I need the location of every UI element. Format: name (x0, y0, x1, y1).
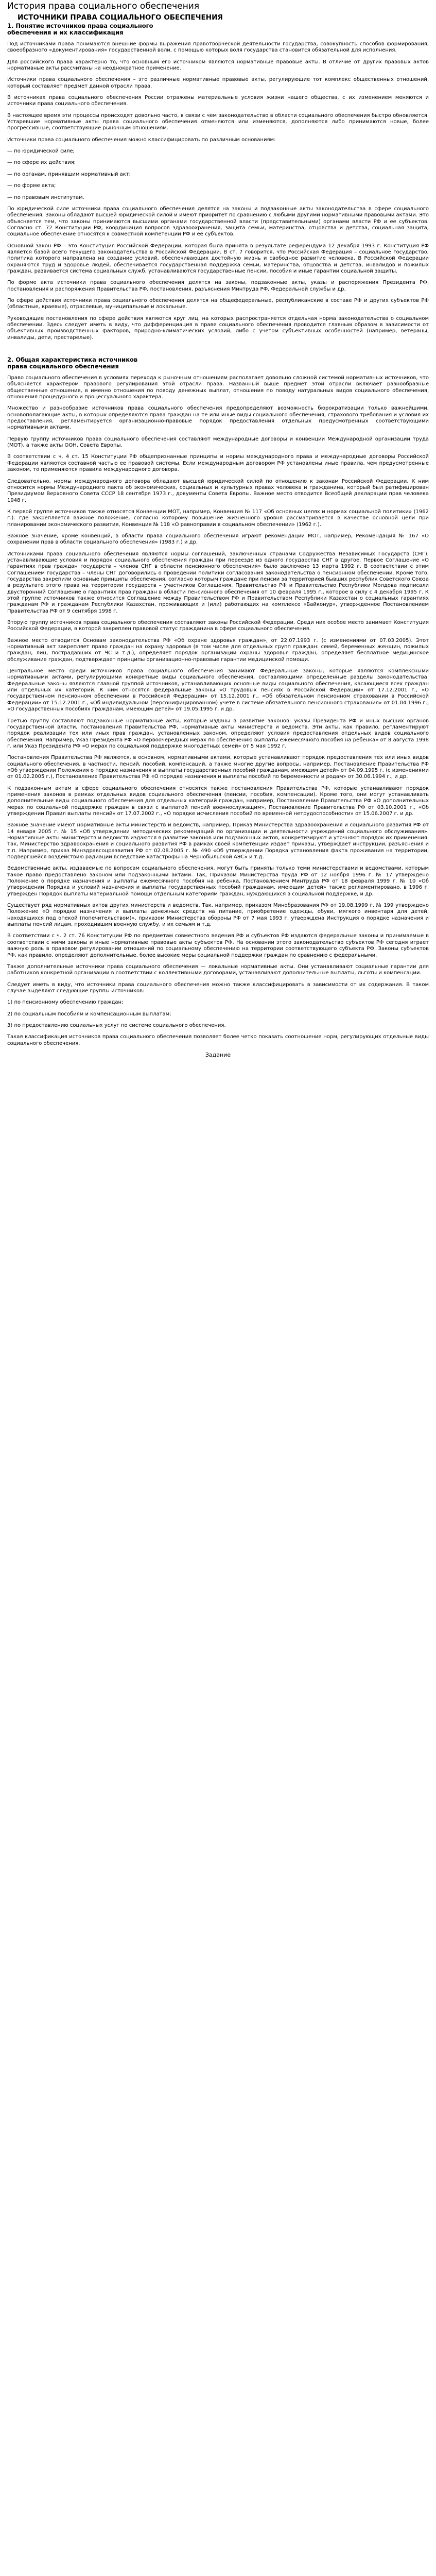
paragraph: 3) по предоставлению социальных услуг по системе социального обеспечения. (7, 1022, 226, 1028)
document-body (7, 23, 429, 1047)
paragraph: Первую группу источников права социального обеспечения составляют международные договоры и конвенции Международной организации труда (МОТ), а также акты ООН, Совета Европы. (7, 436, 429, 449)
section-gap (7, 346, 429, 357)
paragraph: Третью группу составляют подзаконные нормативные акты, которые изданы в развитие законов: указы Президента РФ и иных высших органов государственной власти, постановления Правительства РФ, нормативные акты министерств и ведомств. Эти акты, как правило, регламентируют порядок реализации тех или иных прав граждан, установленных законом, определяют условия предоставления отдельных видов социального обеспечения. Например, Указ Президента РФ «О первоочередных мерах по обеспечению выплаты ежемесячного пособия на ребенка» от 8 августа 1998 г. или Указ Президента РФ «О мерах по социальной поддержке многодетных семей» от 5 мая 1992 г. (7, 718, 429, 749)
paragraph: Для российского права характерно то, что основным его источником являются нормативные правовые акты. В отличие от других правовых актов нормативные акты рассчитаны на неоднократное применение. (7, 59, 429, 72)
paragraph: — по форме акта; (7, 183, 56, 189)
paragraph: Источники права социального обеспечения – это различные нормативные правовые акты, регулирующие тот комплекс общественных отношений, который составляет предмет данной отрасли права. (7, 77, 429, 89)
section-title (7, 357, 429, 370)
site-title[interactable]: История права социального обеспечения (7, 1, 200, 11)
section-title (7, 23, 429, 36)
section-title-line: обеспечения и их классификация (7, 29, 124, 36)
paragraph: К подзаконным актам в сфере социального обеспечения относятся также постановления Правительства РФ, которые устанавливают порядок применения законов в рамках отдельных видов социального обеспечения (пенсии, пособия, компенсации). Кроме того, они могут устанавливать дополнительные виды социального обеспечения для отдельных категорий граждан, например, Постановление Правительства РФ «О дополнительных мерах по социальной поддержке граждан в связи с выплатой пенсий военнослужащим», Постановление Правительства РФ от 03.10.2001 г., «Об утверждении Правил выплаты пенсий» от 17.07.2002 г., «О порядке исчисления пособий по временной нетрудоспособности» от 15.06.2007 г. и др. (7, 785, 429, 817)
paragraph: — по правовым институтам. (7, 194, 84, 200)
paragraph: Источники права социального обеспечения можно классифицировать по различным основаниям: (7, 137, 276, 143)
paragraph: Источниками права социального обеспечения являются нормы соглашений, заключенных странами Содружества Независимых Государств (СНГ), устанавливающие условия и порядок социального обеспечения граждан при переезде из одного государства СНГ в другое. Первое Соглашение «О гарантиях прав граждан государств – членов СНГ в области пенсионного обеспечения» было заключено 13 марта 1992 г. В соответствии с этим Соглашением государства – члены СНГ договорились о проведении политики согласования законодательства о пенсионном обеспечении. Кроме того, государства закрепили основные принципы обеспечения, согласно которым граждане при пенсии за территорией бывших республик Советского Союза в результате этого права на территории государств – участников Соглашения. Правительство РФ и Правительство Республики Молдова подписали двусторонний Соглашение о гарантиях прав граждан в области пенсионного обеспечения от 10 февраля 1995 г., которое в силу с 4 декабря 1995 г. К этой группе источников также относится Соглашение между Правительством РФ и Правительством Республики Казахстан о социальных гарантиях гражданам РФ и гражданам Республики Казахстан, проживающих и (или) работающих на комплексе «Байконур», утвержденное Постановлением Правительства РФ от 9 сентября 1998 г. (7, 551, 429, 614)
paragraph: — по юридической силе; (7, 148, 75, 155)
section-title-line: права социального обеспечения (7, 363, 119, 370)
paragraph: Существует ряд нормативных актов других министерств и ведомств. Так, например, приказом Минобразования РФ от 19.08.1999 г. № 199 утверждено Положение «О порядке назначения и выплаты денежных средств на питание, приобретение одежды, обуви, мягкого инвентаря для детей, находящихся под опекой (попечительством)», приказом Министерства обороны РФ от 7 мая 1993 г. утверждена Инструкция о порядке назначения и выплаты пенсий лицам, проходившим военную службу, и их семьям и т.д. (7, 903, 429, 928)
paragraph: 1) по пенсионному обеспечению граждан; (7, 999, 124, 1006)
paragraph: В соответствии с ч. 4 ст. 15 Конституции РФ общепризнанные принципы и нормы международного права и международные договоры Российской Федерации являются составной частью ее правовой системы. Если международным договором РФ установлены иные правила, чем предусмотренные законом, то применяются правила международного договора. (7, 454, 429, 473)
paragraph: Такая классификация источников права социального обеспечения позволяет более четко показать соотношение норм, регулирующих отдельные виды социального обеспечения. (7, 1034, 429, 1046)
paragraph: К первой группе источников также относятся Конвенции МОТ, например, Конвенция № 117 «Об основных целях и нормах социальной политики» (1962 г.). где закрепляется важное положение, согласно которому повышение жизненного уровня рассматривается в качестве основной цели при планировании экономического развития, Конвенция № 118 «О равноправии в социальном обеспечении» (1962 г.). (7, 509, 429, 528)
paragraph: Важное значение, кроме конвенций, в области права социального обеспечения играют рекомендации МОТ, например, Рекомендация № 167 «О сохранении прав в области социального обеспечения» (1983 г.) и др. (7, 533, 429, 546)
paragraph: Под источниками права понимаются внешние формы выражения правотворческой деятельности государства, совокупность способов формирования, своеобразного «документирования» государственной воли, с помощью которых воля государства становится обязательной для исполнения. (7, 41, 429, 54)
paragraph: 2) по социальным пособиям и компенсационным выплатам; (7, 1011, 171, 1017)
assignment-link[interactable]: Задание (205, 1051, 231, 1058)
document-section (7, 23, 429, 341)
paragraph: Центральное место среди источников права социального обеспечения занимают Федеральные законы, которые являются комплексными нормативными актами, регулирующими конкретные виды социального обеспечения, составляющими определенные разделы законодательства. Федеральные законы являются главной группой источников, устанавливающих основные виды социального обеспечения, касающиеся всех граждан или отдельных их категорий. К ним относятся федеральные законы «О трудовых пенсиях в Российской Федерации» от 17.12.2001 г., «О государственном пенсионном обеспечении в Российской Федерации» от 15.12.2001 г., «Об обязательном пенсионном страховании в Российской Федерации» от 15.12.2001 г., «Об индивидуальном (персонифицированном) учете в системе обязательного пенсионного страхования» от 01.04.1996 г., «О государственных пособиях гражданам, имеющим детей» от 19.05.1995 г. и др. (7, 668, 429, 713)
paragraph: Руководящие постановления по сфере действия являются круг лиц, на которых распространяется отдельная норма законодательства о социальном обеспечении. Здесь следует иметь в виду, что дифференциация в праве социального обеспечения проводится главным образом в зависимости от объективных производственных факторов, природно-климатических условий, либо с учетом субъективных особенностей (например, ветераны, инвалиды, дети, престарелые). (7, 315, 429, 341)
section-title-line: 2. Общая характеристика источников (7, 356, 138, 364)
document-title: ИСТОЧНИКИ ПРАВА СОЦИАЛЬНОГО ОБЕСПЕЧЕНИЯ (18, 13, 223, 22)
section-title-line: 1. Понятие источников права социального (7, 22, 153, 29)
paragraph: Ведомственные акты, издаваемые по вопросам социального обеспечения, могут быть приняты только теми министерствами и ведомствами, которым такое право предоставлено законом или подзаконными актами. Так, Приказом Министерства труда РФ от 12 ноября 1996 г. № 17 утверждено Положение о порядке назначения и выплаты ежемесячного пособия на ребенка, Постановлением Минтруда РФ от 18 февраля 1999 г. № 10 «Об утверждении Порядка и условий назначения и выплаты государственных пособий гражданам, имеющим детей» также регламентировано, в 1996 г. утвержден Порядок выплаты материальной помощи отдельным категориям граждан, нуждающихся в социальной поддержке, и др. (7, 866, 429, 897)
page (0, 0, 436, 1071)
paragraph: Следует иметь в виду, что источники права социального обеспечения можно также классифицировать в зависимости от их содержания. В таком случае выделяют следующие группы источников: (7, 981, 429, 994)
paragraph: Право социального обеспечения в условиях перехода к рыночным отношениям располагает довольно сложной системой нормативных источников, что объясняется характером правового регулирования этой отрасли права. Названный выше предмет этой отрасли включает разнообразные общественные отношения, в именно отношения по поводу денежных выплат, отношения по поводу натуральных видов социального обеспечения, отношения процедурного и процессуального характера. (7, 375, 429, 400)
paragraph: Вторую группу источников права социального обеспечения составляют законы Российской Федерации. Среди них особое место занимает Конституция Российской Федерации, в которой закреплен правовой статус гражданина в сфере социального обеспечения. (7, 620, 429, 632)
paragraph: Следовательно, нормы международного договора обладают высшей юридической силой по отношению к законам Российской Федерации. К ним относится нормы Международного пакта об экономических, социальных и культурных правах человека и гражданина, который был ратифицирован Президиумом Верховного Совета СССР 18 сентября 1973 г., документы Совета Европы. Важное место отводится Всеобщей декларации прав человека 1948 г. (7, 478, 429, 503)
paragraph: В источниках права социального обеспечения России отражены материальные условия жизни нашего общества, с их изменением меняются и источники права социального обеспечения. (7, 95, 429, 107)
paragraph: По сфере действия источники права социального обеспечения делятся на общефедеральные, республиканские в составе РФ и других субъектов РФ (областные, краевые), отраслевые, муниципальные и локальные. (7, 297, 429, 310)
paragraph: — по сфере их действия; (7, 160, 76, 166)
paragraph: Постановления Правительства РФ являются, в основном, нормативными актами, которые устанавливают порядок предоставления тех или иных видов социального обеспечения, в частности, пенсий, пособий, компенсаций, а также многие другие вопросы, например, Постановление Правительства РФ «Об утверждении Положения о порядке назначения и выплаты государственных пособий гражданам, имеющим детей» от 04.09.1995 г. (с изменениями от 01.02.2005 г.), Постановление Правительства РФ «О порядке назначения и выплаты пособий по беременности и родам» от 30.06.1994 г., и др. (7, 755, 429, 780)
paragraph: Важное значение имеют нормативные акты министерств и ведомств, например, Приказ Министерства здравоохранения и социального развития РФ от 14 января 2005 г. № 15 «Об утверждении методических рекомендаций по организации и деятельности учреждений социального обслуживания». Нормативные акты министерств и ведомств издаются в развитие законов или подзаконных актов, конкретизируют и уточняют порядок их применения. Так, Министерство здравоохранения и социального развития РФ в рамках своей компетенции издает приказы, утверждает инструкции, разъяснения и т.п. Например, приказ Минздравсоцразвития РФ от 02.08.2005 г. № 490 «Об утверждении Порядка установления факта проживания на территории, подвергшейся воздействию радиации вследствие катастрофы на Чернобыльской АЭС» и т.д. (7, 822, 429, 860)
paragraph: По форме акта источники права социального обеспечения делятся на законы, подзаконные акты, указы и распоряжения Президента РФ, постановления и распоряжения Правительства РФ, постановления, разъяснения Минтруда РФ, Федеральной службы и др. (7, 280, 429, 292)
paragraph: Основной закон РФ – это Конституция Российской Федерации, которая была принята в результате референдума 12 декабря 1993 г. Конституция РФ является базой всего текущего законодательства в Российской Федерации. В ст. 7 говорится, что Российская Федерация – социальное государство, политика которого направлена на создание условий, обеспечивающих достойную жизнь и свободное развитие человека. В Российской Федерации охраняются труд и здоровье людей, обеспечивается государственная поддержка семьи, материнства, отцовства и детства, инвалидов и пожилых граждан, развивается система социальных служб, устанавливаются государственные пенсии, пособия и иные гарантии социальной защиты. (7, 243, 429, 274)
paragraph: Множество и разнообразие источников права социального обеспечения предопределяют возможность бюрократизации только важнейшими, основополагающие акты, в которых определяются права граждан на те или иные виды социального обеспечения, страхового требования и условия их предоставления, регламентируется организационно-правовые порядок предоставления отдельных предусмотренных соответствующими нормативными актами. (7, 405, 429, 431)
paragraph: Также дополнительные источники права социального обеспечения — локальные нормативные акты. Они устанавливают социальные гарантии для работников конкретной организации в соответствии с коллективными договорами, устанавливают дополнительные выплаты, льготы и компенсации. (7, 963, 429, 976)
paragraph: В настоящее время эти процессы происходят довольно часто, в связи с чем законодательство в области социального обеспечения быстро обновляется. Устаревшие нормативные акты права социального обеспечения отменяются или изменяются, дополняются либо принимаются новые, более прогрессивные, соответствующие рыночным отношениям. (7, 112, 429, 131)
paragraph: В соответствии с ч. 2 ст. 76 Конституции РФ по предметам совместного ведения РФ и субъектов РФ издаются федеральные законы и принимаемые в соответствии с ними законы и иные нормативные правовые акты субъектов РФ. На основании этого законодательство субъектов РФ сегодня играет важную роль в правовом регулировании отношений по социальному обеспечению на территории соответствующего субъекта РФ. Законы субъектов РФ, как правило, определяют дополнительные, более высокие меры социальной поддержки граждан по сравнению с федеральными. (7, 933, 429, 958)
paragraph: Важное место отводится Основам законодательства РФ «Об охране здоровья граждан», от 22.07.1993 г. (с изменениями от 07.03.2005). Этот нормативный акт закрепляет право граждан на охрану здоровья (в том числе для отдельных групп граждан: семей, беременных женщин, пожилых граждан, лиц, пострадавших от ЧС и т.д.), определяет порядок организации охраны здоровья граждан, определяет бесплатное медицинское обслуживание граждан, подтверждает принципы организационно-правовые гарантии медицинской помощи. (7, 637, 429, 663)
paragraph: По юридической силе источники права социального обеспечения делятся на законы и подзаконные акты законодательства в сфере социального обеспечения. Законы обладают высшей юридической силой и имеют приоритет по сравнению с любыми другими нормативными правовыми актами. Это объясняется тем, что законы принимаются высшими органами государственной власти (представительными) органами власти РФ и ее субъектов. Согласно ст. 72 Конституции РФ, координация вопросов здравоохранения, защита семьи, материнства, отцовства и детства, социальная защита, социальное обеспечение относятся к совместной компетенции РФ и ее субъектов. (7, 206, 429, 238)
document-section (7, 346, 429, 1047)
paragraph: — по органам, принявшим нормативный акт; (7, 171, 131, 177)
